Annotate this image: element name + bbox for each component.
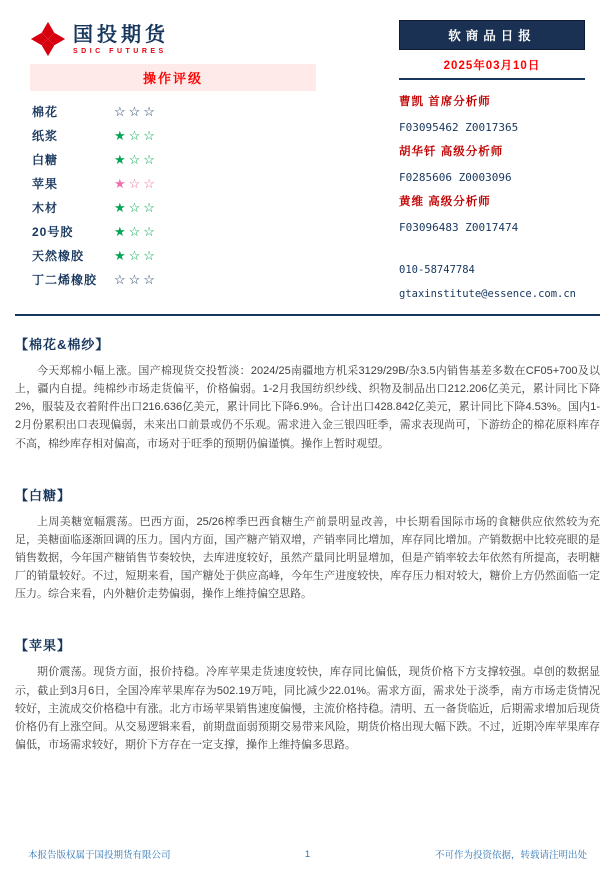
analyst-block [399, 90, 585, 140]
rating-header: 操作评级 [30, 64, 316, 91]
analyst-name-title: 黄维 高级分析师 [399, 196, 491, 208]
brand-logo-icon [30, 21, 66, 57]
footer-disclaimer: 不可作为投资依据，转载请注明出处 [434, 850, 587, 861]
rating-row [32, 243, 316, 267]
commodity-name: 木材 [32, 200, 59, 215]
report-section [15, 334, 600, 453]
section-paragraph: 期价震荡。现货方面，报价持稳。冷库苹果走货速度较快，库存同比偏低，现货价格下方支撑较强。卓创的数据显示，截止到3月6日，全国冷库苹果库存为502.19万吨，同比减少22.01%。需求方面，需求处于淡季，南方市场走货情况较好，主流成交价格稳中有涨。北方市场苹果销售速度偏慢，主流价格持稳。清明、五一备货临近，后期需求增加后现货价格仍有上涨空间。从交易逻辑来看，前期盘面弱预期交易带来风险，期货价格出现大幅下跌。不过，近期冷库苹果库存偏低，市场需求较好，期价下方存在一定支撑，操作上维持偏多思路。 [15, 666, 600, 751]
rating-stars: ★☆☆ [114, 199, 158, 215]
brand-name-cn: 国投期货 [73, 23, 169, 46]
section-title: 【苹果】 [15, 638, 72, 654]
left-column [30, 20, 316, 306]
commodity-name: 纸浆 [32, 128, 59, 143]
commodity-name: 棉花 [32, 104, 59, 119]
commodity-name: 苹果 [32, 176, 59, 191]
footer-copyright: 本报告版权属于国投期货有限公司 [28, 850, 171, 861]
analyst-codes: F03095462 Z0017365 [399, 121, 519, 134]
section-paragraph: 今天郑棉小幅上涨。国产棉现货交投暂淡：2024/25南疆地方机采3129/29B/杂3.5内销售基差多数在CF05+700及以上，疆内自提。纯棉纱市场走货偏平，价格偏弱。1-2月我国纺织纱线、织物及制品出口212.206亿美元，累计同比下降2%，服装及衣着附件出口216.636亿美元，累计同比下降6.9%。合计出口428.842亿美元，累计同比下降4.53%。国内1-2月份累积出口表现偏弱，未来出口前景或仍不乐观。需求进入金三银四旺季，需求表现尚可，下游纺企的棉花原料库存不高，棉纱库存相对偏高，市场对于旺季的预期仍偏谨慎。操作上暂时观望。 [15, 365, 600, 450]
report-section [15, 485, 600, 604]
rating-stars: ★☆☆ [114, 151, 158, 167]
rating-row [32, 99, 316, 123]
rating-list [30, 99, 316, 291]
brand-name-en: SDIC FUTURES [73, 47, 167, 55]
report-title: 软商品日报 [399, 20, 585, 50]
rating-stars: ★☆☆ [114, 127, 158, 143]
analyst-list [399, 90, 585, 240]
rating-stars: ★☆☆ [114, 175, 158, 191]
page-footer [0, 847, 615, 861]
analyst-block [399, 190, 585, 240]
right-column [399, 20, 585, 306]
analyst-codes: F03096483 Z0017474 [399, 221, 519, 234]
rating-stars: ★☆☆ [114, 247, 158, 263]
page-header [0, 0, 615, 306]
brand-text [73, 24, 169, 55]
contact-email: gtaxinstitute@essence.com.cn [399, 288, 577, 300]
footer-page-number: 1 [304, 848, 311, 860]
commodity-name: 丁二烯橡胶 [32, 272, 98, 287]
report-body [0, 316, 615, 754]
rating-row [32, 195, 316, 219]
analyst-codes: F0285606 Z0003096 [399, 171, 512, 184]
report-section [15, 635, 600, 754]
rating-row [32, 123, 316, 147]
commodity-name: 天然橡胶 [32, 248, 85, 263]
section-paragraph: 上周美糖宽幅震荡。巴西方面，25/26榨季巴西食糖生产前景明显改善，中长期看国际市场的食糖供应依然较为充足，美糖面临逐渐回调的压力。国内方面，国产糖产销双增，产销率同比增加，库存同比增加。产销数据中比较亮眼的是销售数据，今年国产糖销售节奏较快，去库进度较好，虽然产量同比明显增加，但是产销率较去年依然有所提高，表明糖厂的销量较好。不过，短期来看，国产糖处于供应高峰，今年生产进度较快，库存压力相对较大，糖价上方仍然面临一定压力。综合来看，内外糖价走势偏弱，操作上维持偏空思路。 [15, 515, 600, 601]
commodity-name: 20号胶 [32, 224, 74, 239]
rating-stars: ☆☆☆ [114, 103, 158, 119]
analyst-name-title: 曹凯 首席分析师 [399, 96, 491, 108]
rating-row [32, 171, 316, 195]
report-date: 2025年03月10日 [399, 50, 585, 80]
analyst-block [399, 140, 585, 190]
commodity-name: 白糖 [32, 152, 59, 167]
brand [30, 20, 316, 58]
rating-stars: ☆☆☆ [114, 271, 158, 287]
section-title: 【白糖】 [15, 487, 72, 503]
section-title: 【棉花&棉纱】 [15, 337, 110, 352]
rating-row [32, 219, 316, 243]
contact-phone: 010-58747784 [399, 264, 475, 276]
rating-row [32, 147, 316, 171]
analyst-name-title: 胡华钎 高级分析师 [399, 146, 504, 158]
rating-row [32, 267, 316, 291]
rating-stars: ★☆☆ [114, 223, 158, 239]
contact-block [399, 258, 585, 306]
